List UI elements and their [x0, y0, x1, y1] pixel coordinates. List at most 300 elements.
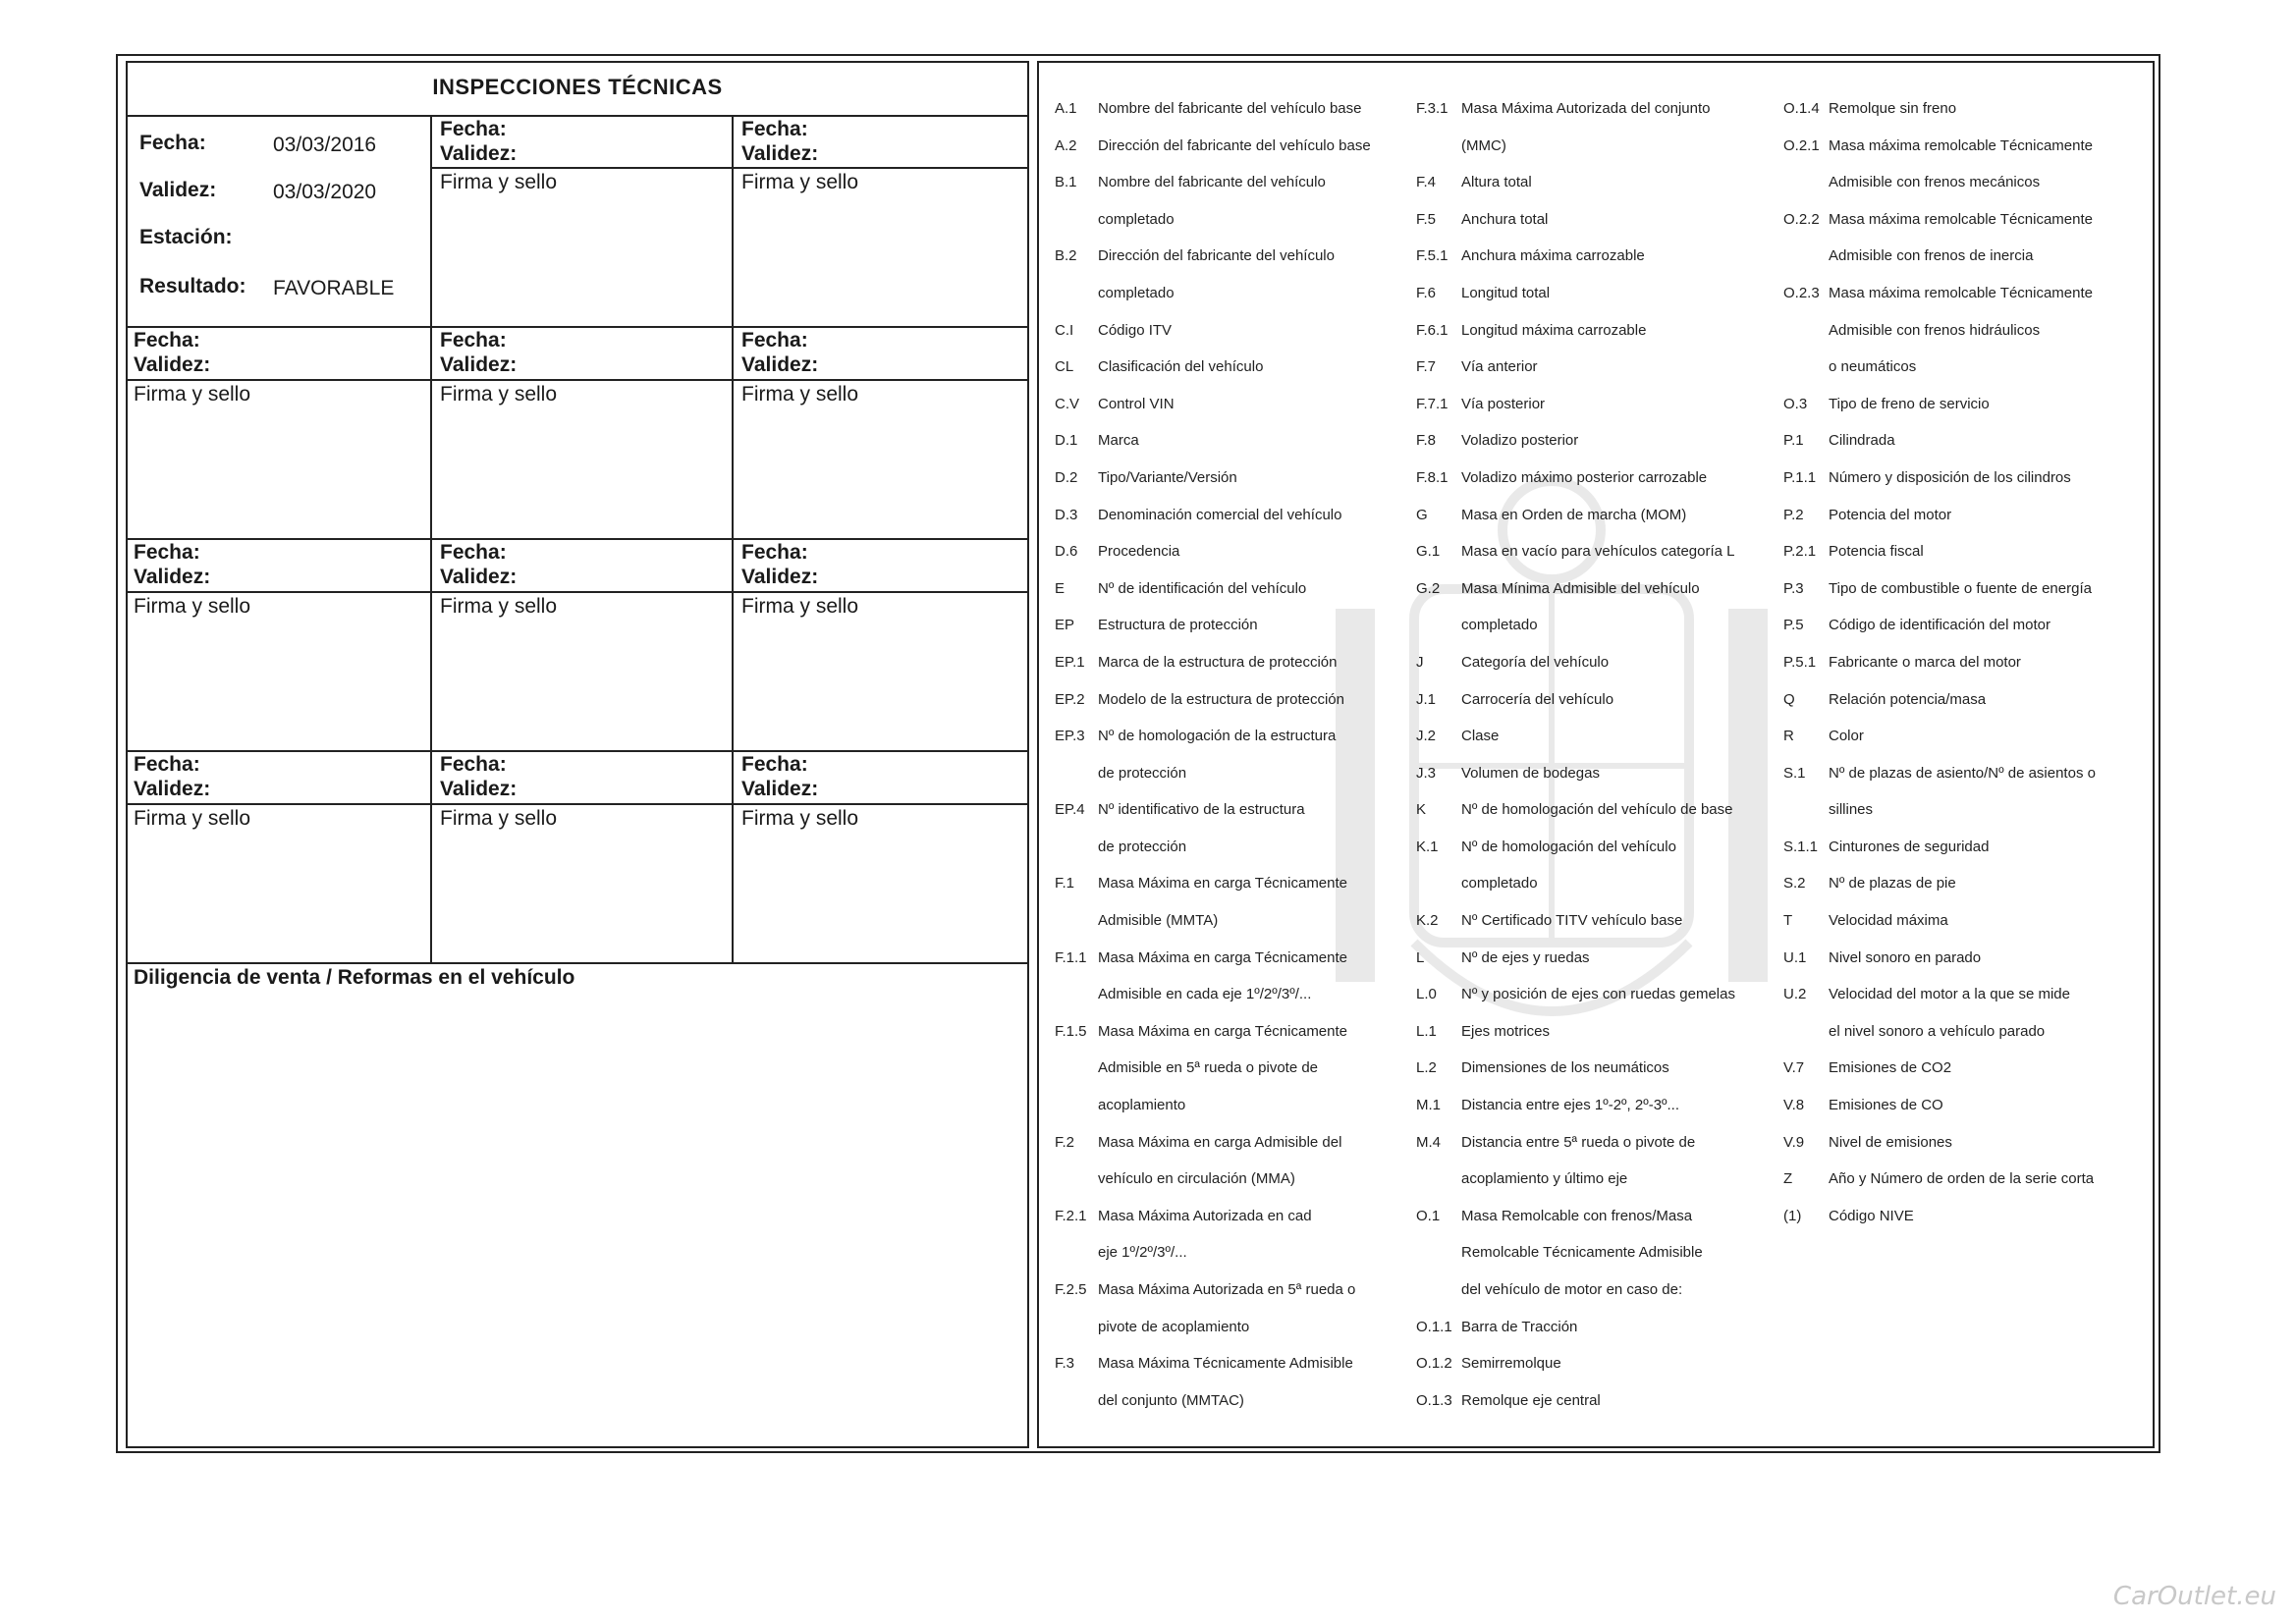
- glossary-code: F.3: [1055, 1355, 1075, 1373]
- glossary-code: J.3: [1416, 764, 1437, 782]
- glossary-text: completado: [1098, 210, 1175, 228]
- inspections-panel: [126, 61, 1029, 1448]
- glossary-code: F.1: [1055, 875, 1075, 893]
- glossary-item: [1055, 312, 1408, 350]
- glossary-code: F.2.5: [1055, 1281, 1087, 1298]
- glossary-item: [1783, 1198, 2147, 1235]
- firma-y-sello: Firma y sello: [134, 383, 251, 406]
- glossary-item: [1783, 681, 2147, 719]
- cell-fecha-label: Fecha:: [440, 329, 507, 352]
- glossary-code: O.1.3: [1416, 1391, 1452, 1409]
- glossary-item: [1055, 570, 1408, 608]
- cell-validez-label: Validez:: [741, 353, 819, 376]
- glossary-item: [1416, 644, 1770, 681]
- glossary-text: Masa Máxima Autorizada en cad: [1098, 1207, 1312, 1224]
- cell-header: [741, 540, 818, 589]
- glossary-item: [1055, 90, 1408, 128]
- glossary-item: [1416, 1271, 1770, 1309]
- glossary-text: Masa máxima remolcable Técnicamente: [1829, 284, 2093, 301]
- glossary-item: [1783, 1050, 2147, 1087]
- cell-header: [741, 117, 818, 166]
- glossary-code: G: [1416, 506, 1428, 523]
- glossary-code: F.4: [1416, 174, 1437, 191]
- glossary-item: [1416, 422, 1770, 460]
- glossary-item: [1783, 275, 2147, 312]
- glossary-text: el nivel sonoro a vehículo parado: [1829, 1022, 2046, 1040]
- glossary-text: Masa Remolcable con frenos/Masa: [1461, 1207, 1693, 1224]
- glossary-text: Admisible con frenos hidráulicos: [1829, 321, 2041, 339]
- glossary-item: [1055, 1345, 1408, 1382]
- grid-line: [128, 538, 1027, 540]
- glossary-item: [1783, 1087, 2147, 1124]
- glossary-text: Tipo de freno de servicio: [1829, 395, 1990, 412]
- glossary-code: L: [1416, 948, 1425, 966]
- glossary-item: [1055, 1382, 1408, 1420]
- cell-fecha-label: Fecha:: [741, 118, 808, 140]
- glossary-item: [1055, 607, 1408, 644]
- glossary-item: [1416, 1309, 1770, 1346]
- glossary-code: J: [1416, 653, 1424, 671]
- glossary-item: [1416, 865, 1770, 902]
- glossary-text: Marca: [1098, 432, 1139, 450]
- glossary-text: Masa Máxima Autorizada en 5ª rueda o: [1098, 1281, 1356, 1298]
- glossary-text: Admisible (MMTA): [1098, 912, 1219, 930]
- glossary-item: [1055, 1234, 1408, 1271]
- glossary-code: (1): [1783, 1207, 1802, 1224]
- glossary-text: Distancia entre ejes 1º-2º, 2º-3º...: [1461, 1097, 1680, 1114]
- glossary-code: F.7.1: [1416, 395, 1449, 412]
- glossary-text: Número y disposición de los cilindros: [1829, 468, 2071, 486]
- glossary-text: Nombre del fabricante del vehículo: [1098, 174, 1326, 191]
- glossary-text: o neumáticos: [1829, 358, 1917, 376]
- glossary-item: [1055, 644, 1408, 681]
- grid-line: [128, 591, 1027, 593]
- glossary-item: [1055, 386, 1408, 423]
- grid-line: [128, 115, 1027, 117]
- glossary-text: Potencia del motor: [1829, 506, 1952, 523]
- glossary-code: K.1: [1416, 838, 1439, 855]
- glossary-code: O.2.1: [1783, 136, 1820, 154]
- resultado-label: Resultado:: [139, 275, 246, 298]
- glossary-text: Semirremolque: [1461, 1355, 1561, 1373]
- glossary-text: vehículo en circulación (MMA): [1098, 1170, 1295, 1188]
- glossary-text: (MMC): [1461, 136, 1506, 154]
- glossary-text: Admisible en cada eje 1º/2º/3º/...: [1098, 986, 1312, 1003]
- firma-y-sello: Firma y sello: [440, 807, 558, 830]
- glossary-code: S.1.1: [1783, 838, 1819, 855]
- glossary-text: Masa máxima remolcable Técnicamente: [1829, 210, 2093, 228]
- glossary-code: K: [1416, 801, 1427, 819]
- glossary-text: Masa en vacío para vehículos categoría L: [1461, 543, 1735, 561]
- glossary-text: Nº de plazas de asiento/Nº de asientos o: [1829, 764, 2096, 782]
- glossary-code: V.9: [1783, 1133, 1805, 1151]
- glossary-text: Voladizo máximo posterior carrozable: [1461, 468, 1708, 486]
- glossary-text: Marca de la estructura de protección: [1098, 653, 1338, 671]
- glossary-item: [1416, 902, 1770, 940]
- cell-header: [134, 752, 210, 801]
- cell-header: [134, 328, 210, 377]
- glossary-text: Vía posterior: [1461, 395, 1546, 412]
- glossary-column-2: [1416, 90, 1770, 1419]
- firma-y-sello: Firma y sello: [440, 595, 558, 618]
- glossary-text: Dirección del fabricante del vehículo base: [1098, 136, 1371, 154]
- glossary-item: [1416, 570, 1770, 608]
- glossary-item: [1055, 201, 1408, 239]
- glossary-code: D.6: [1055, 543, 1078, 561]
- glossary-item: [1055, 1198, 1408, 1235]
- glossary-item: [1783, 164, 2147, 201]
- glossary-text: Masa en Orden de marcha (MOM): [1461, 506, 1687, 523]
- glossary-text: Longitud máxima carrozable: [1461, 321, 1647, 339]
- glossary-text: Año y Número de orden de la serie corta: [1829, 1170, 2095, 1188]
- glossary-text: Masa Máxima en carga Técnicamente: [1098, 1022, 1348, 1040]
- glossary-code: P.5: [1783, 617, 1804, 634]
- glossary-code: T: [1783, 912, 1793, 930]
- glossary-text: Nombre del fabricante del vehículo base: [1098, 100, 1362, 117]
- glossary-item: [1055, 349, 1408, 386]
- glossary-item: [1416, 718, 1770, 755]
- glossary-code: EP.4: [1055, 801, 1085, 819]
- cell-validez-label: Validez:: [440, 353, 518, 376]
- glossary-item: [1783, 718, 2147, 755]
- glossary-item: [1416, 791, 1770, 829]
- glossary-item: [1055, 829, 1408, 866]
- glossary-code: M.4: [1416, 1133, 1442, 1151]
- cell-header: [440, 328, 517, 377]
- glossary-item: [1416, 1124, 1770, 1162]
- glossary-item: [1416, 312, 1770, 350]
- glossary-item: [1055, 1013, 1408, 1051]
- glossary-item: [1416, 460, 1770, 497]
- glossary-code: J.1: [1416, 690, 1437, 708]
- grid-line: [128, 379, 1027, 381]
- glossary-code: B.2: [1055, 247, 1077, 265]
- glossary-text: Relación potencia/masa: [1829, 690, 1987, 708]
- glossary-item: [1783, 902, 2147, 940]
- glossary-text: Altura total: [1461, 174, 1532, 191]
- glossary-item: [1055, 1124, 1408, 1162]
- resultado-value: FAVORABLE: [273, 277, 395, 299]
- glossary-text: Cinturones de seguridad: [1829, 838, 1990, 855]
- glossary-item: [1783, 829, 2147, 866]
- glossary-item: [1416, 164, 1770, 201]
- glossary-code: O.1.1: [1416, 1318, 1452, 1335]
- cell-fecha-label: Fecha:: [741, 541, 808, 564]
- glossary-code: C.V: [1055, 395, 1080, 412]
- grid-line: [430, 115, 432, 962]
- inspections-title: INSPECCIONES TÉCNICAS: [432, 75, 723, 99]
- glossary-code: S.2: [1783, 875, 1806, 893]
- glossary-item: [1783, 349, 2147, 386]
- glossary-text: Código ITV: [1098, 321, 1173, 339]
- glossary-code: F.1.5: [1055, 1022, 1087, 1040]
- glossary-code: A.2: [1055, 136, 1077, 154]
- glossary-item: [1416, 1050, 1770, 1087]
- glossary-text: Masa Mínima Admisible del vehículo: [1461, 579, 1700, 597]
- grid-line: [128, 803, 1027, 805]
- glossary-item: [1783, 533, 2147, 570]
- glossary-code: P.1.1: [1783, 468, 1817, 486]
- glossary-code: M.1: [1416, 1097, 1442, 1114]
- cell-validez-label: Validez:: [741, 778, 819, 800]
- glossary-code: V.7: [1783, 1059, 1805, 1077]
- firma-y-sello: Firma y sello: [741, 171, 859, 193]
- glossary-item: [1416, 238, 1770, 275]
- glossary-code: EP.3: [1055, 728, 1085, 745]
- glossary-text: completado: [1461, 875, 1538, 893]
- glossary-text: Admisible en 5ª rueda o pivote de: [1098, 1059, 1319, 1077]
- glossary-text: Potencia fiscal: [1829, 543, 1924, 561]
- grid-line: [128, 962, 1027, 964]
- glossary-text: de protección: [1098, 838, 1187, 855]
- glossary-code: F.6.1: [1416, 321, 1449, 339]
- cell-fecha-label: Fecha:: [741, 753, 808, 776]
- firma-y-sello: Firma y sello: [741, 383, 859, 406]
- cell-validez-label: Validez:: [134, 566, 211, 588]
- glossary-code: EP.2: [1055, 690, 1085, 708]
- cell-header: [741, 328, 818, 377]
- glossary-text: acoplamiento y último eje: [1461, 1170, 1628, 1188]
- glossary-item: [1783, 422, 2147, 460]
- glossary-text: Masa Máxima en carga Técnicamente: [1098, 875, 1348, 893]
- glossary-item: [1416, 755, 1770, 792]
- glossary-item: [1416, 497, 1770, 534]
- glossary-item: [1416, 829, 1770, 866]
- glossary-item: [1783, 791, 2147, 829]
- firma-y-sello: Firma y sello: [440, 383, 558, 406]
- glossary-code: F.1.1: [1055, 948, 1087, 966]
- glossary-code: P.3: [1783, 579, 1804, 597]
- cell-validez-label: Validez:: [440, 142, 518, 165]
- glossary-text: del conjunto (MMTAC): [1098, 1391, 1244, 1409]
- glossary-item: [1055, 940, 1408, 977]
- glossary-text: Nº y posición de ejes con ruedas gemelas: [1461, 986, 1735, 1003]
- watermark: CarOutlet.eu: [2112, 1582, 2276, 1611]
- grid-line: [128, 750, 1027, 752]
- glossary-text: Dimensiones de los neumáticos: [1461, 1059, 1669, 1077]
- glossary-item: [1783, 128, 2147, 165]
- glossary-text: Tipo de combustible o fuente de energía: [1829, 579, 2092, 597]
- glossary-text: Emisiones de CO2: [1829, 1059, 1952, 1077]
- glossary-item: [1783, 312, 2147, 350]
- cell-fecha-label: Fecha:: [440, 753, 507, 776]
- glossary-text: acoplamiento: [1098, 1097, 1186, 1114]
- glossary-text: Remolcable Técnicamente Admisible: [1461, 1244, 1703, 1262]
- glossary-code: EP.1: [1055, 653, 1085, 671]
- glossary-text: Masa Máxima en carga Técnicamente: [1098, 948, 1348, 966]
- glossary-code: F.5: [1416, 210, 1437, 228]
- glossary-code: L.2: [1416, 1059, 1437, 1077]
- glossary-text: Procedencia: [1098, 543, 1180, 561]
- glossary-item: [1416, 349, 1770, 386]
- fecha-label: Fecha:: [139, 132, 206, 154]
- cell-validez-label: Validez:: [440, 566, 518, 588]
- glossary-code: Z: [1783, 1170, 1793, 1188]
- glossary-text: Denominación comercial del vehículo: [1098, 506, 1342, 523]
- glossary-text: Nº de plazas de pie: [1829, 875, 1956, 893]
- glossary-code: F.6: [1416, 284, 1437, 301]
- glossary-text: Nivel sonoro en parado: [1829, 948, 1982, 966]
- glossary-text: Anchura total: [1461, 210, 1549, 228]
- glossary-item: [1783, 238, 2147, 275]
- glossary-item: [1416, 1087, 1770, 1124]
- glossary-text: Velocidad del motor a la que se mide: [1829, 986, 2070, 1003]
- glossary-item: [1055, 128, 1408, 165]
- glossary-text: Velocidad máxima: [1829, 912, 1948, 930]
- glossary-text: Estructura de protección: [1098, 617, 1258, 634]
- glossary-item: [1783, 644, 2147, 681]
- firma-y-sello: Firma y sello: [741, 807, 859, 830]
- glossary-code: V.8: [1783, 1097, 1805, 1114]
- firma-y-sello: Firma y sello: [440, 171, 558, 193]
- glossary-code: F.3.1: [1416, 100, 1449, 117]
- glossary-code: U.2: [1783, 986, 1807, 1003]
- glossary-code: O.1.4: [1783, 100, 1820, 117]
- glossary-text: Tipo/Variante/Versión: [1098, 468, 1237, 486]
- glossary-item: [1416, 1013, 1770, 1051]
- glossary-item: [1783, 1161, 2147, 1198]
- glossary-item: [1055, 275, 1408, 312]
- glossary-text: Volumen de bodegas: [1461, 764, 1600, 782]
- glossary-code: O.2.3: [1783, 284, 1820, 301]
- glossary-text: eje 1º/2º/3º/...: [1098, 1244, 1187, 1262]
- glossary-code: K.2: [1416, 912, 1439, 930]
- glossary-code: O.2.2: [1783, 210, 1820, 228]
- cell-header: [440, 117, 517, 166]
- glossary-text: Cilindrada: [1829, 432, 1895, 450]
- grid-line: [128, 326, 1027, 328]
- glossary-text: Masa Máxima Técnicamente Admisible: [1098, 1355, 1353, 1373]
- glossary-text: Barra de Tracción: [1461, 1318, 1578, 1335]
- glossary-item: [1055, 422, 1408, 460]
- validez-label: Validez:: [139, 179, 217, 201]
- glossary-item: [1416, 940, 1770, 977]
- glossary-column-1: [1055, 90, 1408, 1419]
- firma-y-sello: Firma y sello: [134, 807, 251, 830]
- glossary-text: Anchura máxima carrozable: [1461, 247, 1645, 265]
- glossary-text: Carrocería del vehículo: [1461, 690, 1614, 708]
- glossary-item: [1783, 201, 2147, 239]
- glossary-code: F.8: [1416, 432, 1437, 450]
- glossary-item: [1055, 460, 1408, 497]
- cell-fecha-label: Fecha:: [134, 753, 200, 776]
- glossary-text: Nivel de emisiones: [1829, 1133, 1952, 1151]
- glossary-item: [1055, 1050, 1408, 1087]
- glossary-item: [1416, 1345, 1770, 1382]
- cell-fecha-label: Fecha:: [440, 541, 507, 564]
- glossary-code: F.5.1: [1416, 247, 1449, 265]
- glossary-text: Distancia entre 5ª rueda o pivote de: [1461, 1133, 1696, 1151]
- glossary-item: [1783, 497, 2147, 534]
- cell-header: [741, 752, 818, 801]
- glossary-text: Masa máxima remolcable Técnicamente: [1829, 136, 2093, 154]
- glossary-code: O.1: [1416, 1207, 1441, 1224]
- glossary-code: A.1: [1055, 100, 1077, 117]
- diligencia-heading: Diligencia de venta / Reformas en el vehículo: [134, 966, 575, 989]
- cell-header: [440, 752, 517, 801]
- glossary-text: Vía anterior: [1461, 358, 1538, 376]
- glossary-text: Fabricante o marca del motor: [1829, 653, 2021, 671]
- glossary-item: [1783, 386, 2147, 423]
- glossary-text: del vehículo de motor en caso de:: [1461, 1281, 1683, 1298]
- cell-validez-label: Validez:: [741, 566, 819, 588]
- glossary-item: [1055, 718, 1408, 755]
- glossary-code: C.I: [1055, 321, 1074, 339]
- glossary-code: F.8.1: [1416, 468, 1449, 486]
- glossary-code: D.2: [1055, 468, 1078, 486]
- cell-validez-label: Validez:: [741, 142, 819, 165]
- glossary-code: P.1: [1783, 432, 1804, 450]
- glossary-text: completado: [1461, 617, 1538, 634]
- glossary-item: [1416, 275, 1770, 312]
- glossary-item: [1783, 90, 2147, 128]
- glossary-code: CL: [1055, 358, 1074, 376]
- glossary-panel: [1037, 61, 2155, 1448]
- cell-validez-label: Validez:: [134, 778, 211, 800]
- glossary-code: F.2: [1055, 1133, 1075, 1151]
- glossary-item: [1783, 570, 2147, 608]
- glossary-item: [1416, 607, 1770, 644]
- glossary-code: G.2: [1416, 579, 1441, 597]
- glossary-text: Nº Certificado TITV vehículo base: [1461, 912, 1683, 930]
- grid-line: [732, 115, 734, 962]
- glossary-item: [1416, 1198, 1770, 1235]
- glossary-code: O.3: [1783, 395, 1808, 412]
- glossary-item: [1055, 1087, 1408, 1124]
- glossary-code: O.1.2: [1416, 1355, 1452, 1373]
- glossary-code: Q: [1783, 690, 1795, 708]
- glossary-text: Admisible con frenos mecánicos: [1829, 174, 2041, 191]
- glossary-text: Código NIVE: [1829, 1207, 1914, 1224]
- glossary-code: G.1: [1416, 543, 1441, 561]
- glossary-code: S.1: [1783, 764, 1806, 782]
- glossary-code: L.0: [1416, 986, 1437, 1003]
- glossary-item: [1416, 90, 1770, 128]
- cell-validez-label: Validez:: [440, 778, 518, 800]
- glossary-text: Voladizo posterior: [1461, 432, 1579, 450]
- glossary-item: [1783, 865, 2147, 902]
- glossary-item: [1783, 755, 2147, 792]
- glossary-item: [1416, 128, 1770, 165]
- glossary-item: [1055, 1271, 1408, 1309]
- glossary-item: [1416, 386, 1770, 423]
- firma-y-sello: Firma y sello: [741, 595, 859, 618]
- glossary-item: [1416, 533, 1770, 570]
- glossary-column-3: [1783, 90, 2147, 1234]
- cell-fecha-label: Fecha:: [440, 118, 507, 140]
- glossary-code: P.2.1: [1783, 543, 1817, 561]
- glossary-code: F.7: [1416, 358, 1437, 376]
- glossary-item: [1783, 1124, 2147, 1162]
- glossary-code: D.1: [1055, 432, 1078, 450]
- glossary-item: [1055, 238, 1408, 275]
- glossary-item: [1055, 1161, 1408, 1198]
- firma-y-sello: Firma y sello: [134, 595, 251, 618]
- glossary-text: Admisible con frenos de inercia: [1829, 247, 2034, 265]
- validez-value: 03/03/2020: [273, 181, 377, 203]
- glossary-item: [1055, 791, 1408, 829]
- glossary-text: Control VIN: [1098, 395, 1175, 412]
- glossary-text: pivote de acoplamiento: [1098, 1318, 1250, 1335]
- cell-fecha-label: Fecha:: [741, 329, 808, 352]
- glossary-item: [1416, 1161, 1770, 1198]
- glossary-text: Clasificación del vehículo: [1098, 358, 1264, 376]
- cell-validez-label: Validez:: [134, 353, 211, 376]
- glossary-item: [1783, 940, 2147, 977]
- glossary-item: [1783, 976, 2147, 1013]
- glossary-code: U.1: [1783, 948, 1807, 966]
- glossary-item: [1416, 201, 1770, 239]
